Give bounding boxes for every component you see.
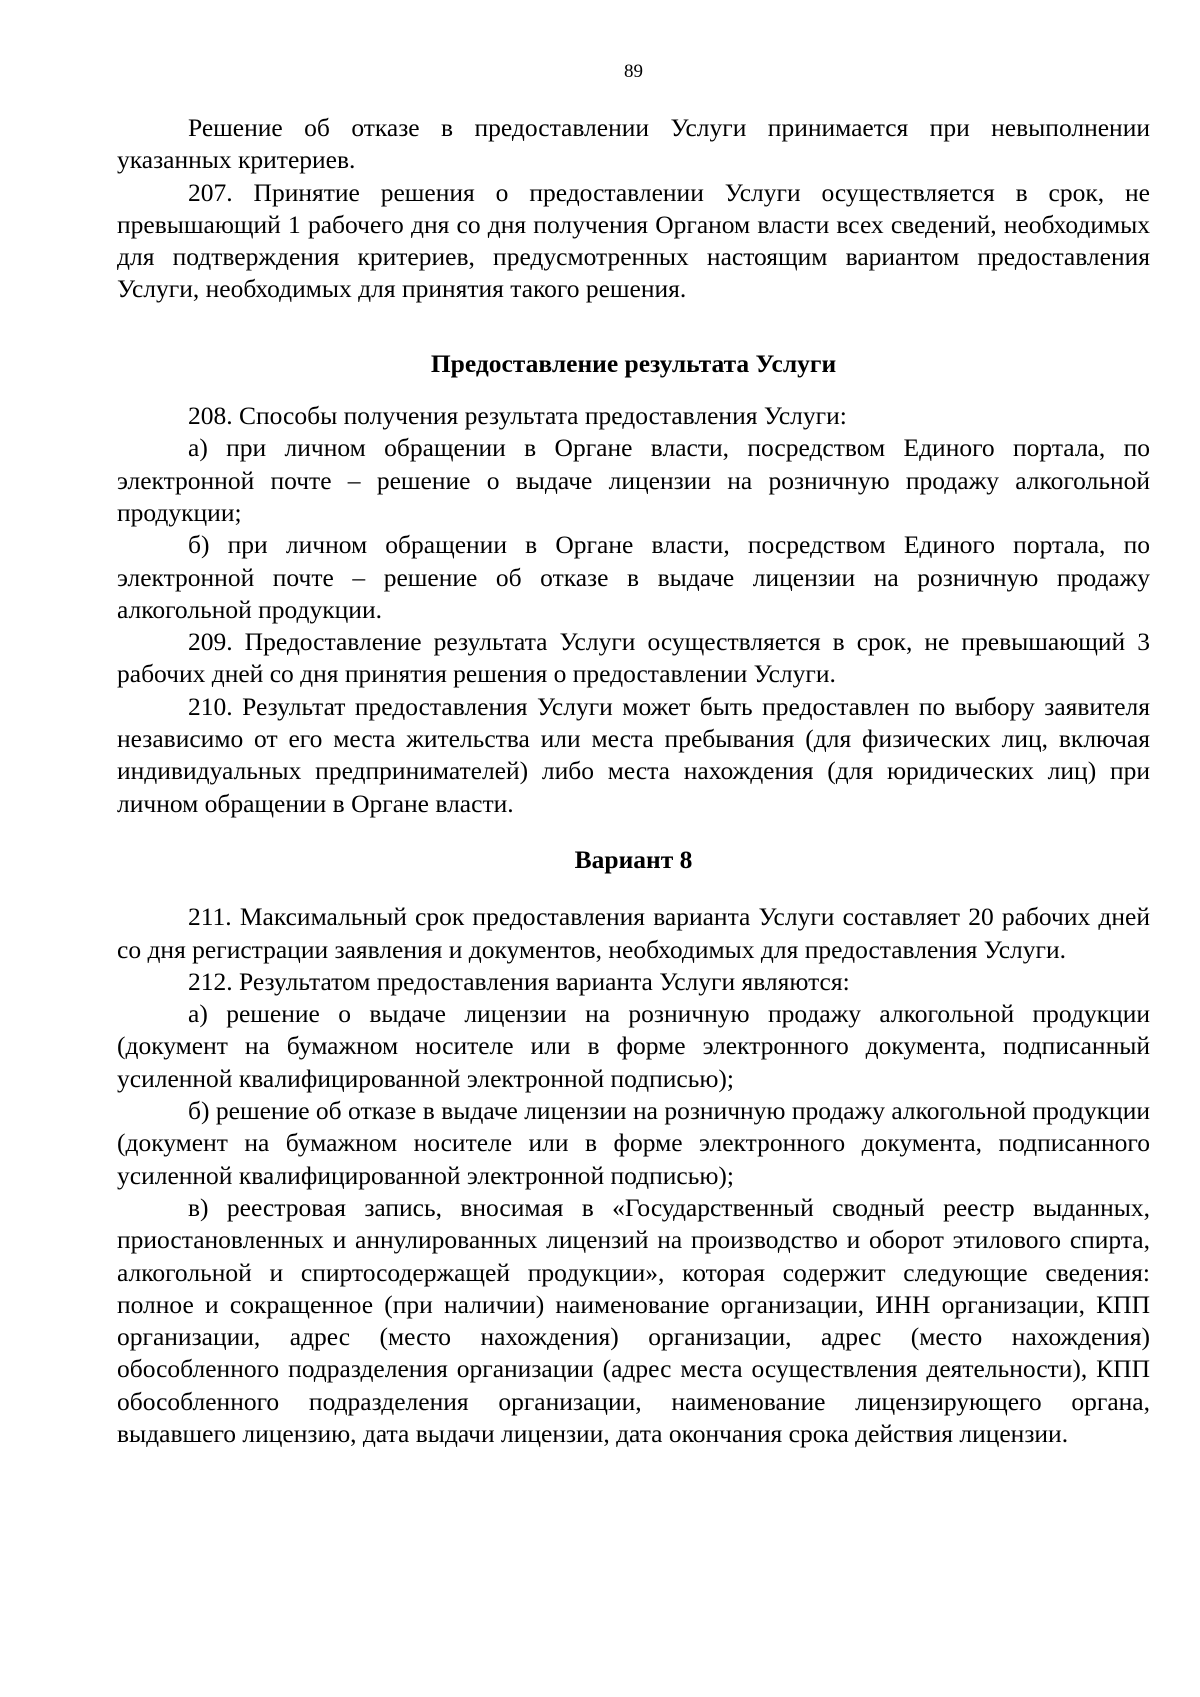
- paragraph-208-b: б) при личном обращении в Органе власти, посредством Единого портала, по электронной почте – решение об отказе в выдаче лицензии на розничную продажу алкогольной продукции.: [117, 530, 1150, 624]
- paragraph-refusal-decision: Решение об отказе в предоставлении Услуги принимается при невыполнении указанных критериев.: [117, 113, 1150, 175]
- paragraph-212-b: б) решение об отказе в выдаче лицензии на розничную продажу алкогольной продукции (документ на бумажном носителе или в форме электронного документа, подписанного усиленной квалифицированной электронной подписью);: [117, 1096, 1150, 1190]
- document-page: [117, 60, 1150, 1450]
- paragraph-212: 212. Результатом предоставления варианта Услуги являются:: [188, 966, 850, 996]
- paragraph-212-a: а) решение о выдаче лицензии на розничную продажу алкогольной продукции (документ на бумажном носителе или в форме электронного документа, подписанный усиленной квалифицированной электронной подписью);: [117, 999, 1150, 1093]
- paragraph-210: 210. Результат предоставления Услуги может быть предоставлен по выбору заявителя независимо от его места жительства или места пребывания (для физических лиц, включая индивидуальных предпринимателей) либо места нахождения (для юридических лиц) при личном обращении в Органе власти.: [117, 691, 1150, 818]
- paragraph-209: 209. Предоставление результата Услуги осуществляется в срок, не превышающий 3 рабочих дней со дня принятия решения о предоставлении Услуги.: [117, 627, 1150, 689]
- paragraph-212-v: в) реестровая запись, вносимая в «Государственный сводный реестр выданных, приостановленных и аннулированных лицензий на производство и оборот этилового спирта, алкогольной и спиртосодержащей продукции», которая содержит следующие сведения: полное и сокращенное (при наличии) наименование организации, ИНН организации, КПП организации, адрес (место нахождения) организации, адрес (место нахождения) обособленного подразделения организации (адрес места осуществления деятельности), КПП обособленного подразделения организации, наименование лицензирующего органа, выдавшего лицензию, дата выдачи лицензии, дата окончания срока действия лицензии.: [117, 1192, 1150, 1448]
- section-heading-variant: Вариант 8: [574, 844, 693, 874]
- section-heading-result: Предоставление результата Услуги: [430, 348, 837, 378]
- paragraph-207: 207. Принятие решения о предоставлении Услуги осуществляется в срок, не превышающий 1 рабочего дня со дня получения Органом власти всех сведений, необходимых для подтверждения критериев, предусмотренных настоящим вариантом предоставления Услуги, необходимых для принятия такого решения.: [117, 177, 1150, 304]
- paragraph-208: 208. Способы получения результата предоставления Услуги:: [188, 401, 847, 431]
- paragraph-208-a: а) при личном обращении в Органе власти, посредством Единого портала, по электронной почте – решение о выдаче лицензии на розничную продажу алкогольной продукции;: [117, 433, 1150, 527]
- paragraph-211: 211. Максимальный срок предоставления варианта Услуги составляет 20 рабочих дней со дня регистрации заявления и документов, необходимых для предоставления Услуги.: [117, 902, 1150, 964]
- page-number: 89: [624, 61, 643, 82]
